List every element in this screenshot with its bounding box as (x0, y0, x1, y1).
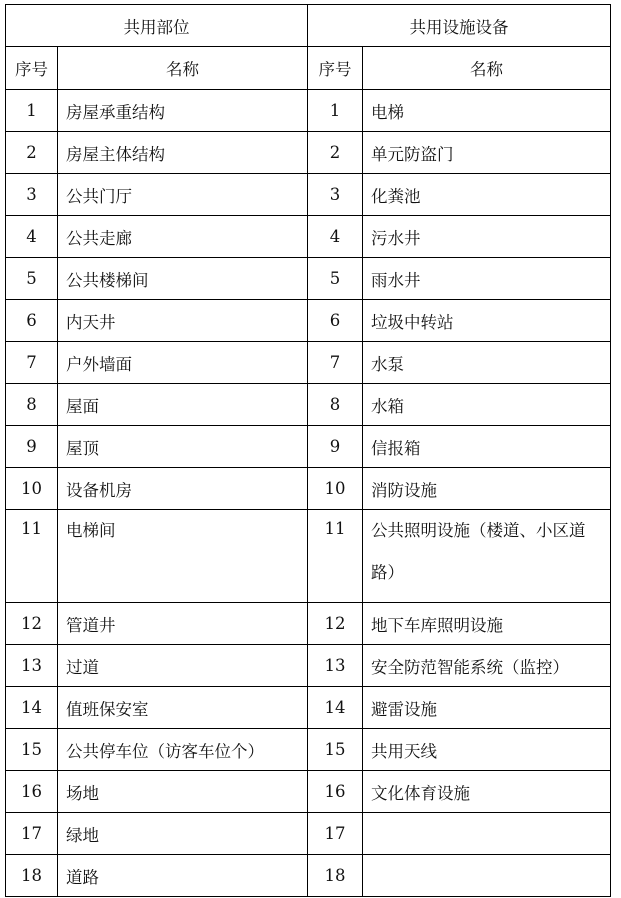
table-row (6, 384, 611, 426)
row-seq-left: 11 (6, 510, 58, 603)
group-header-shared-parts: 共用部位 (6, 5, 308, 47)
row-seq-left: 15 (6, 729, 58, 771)
table-row (6, 300, 611, 342)
row-seq-left: 10 (6, 468, 58, 510)
table-row (6, 216, 611, 258)
row-seq-left: 1 (6, 90, 58, 132)
row-name-left: 屋顶 (58, 426, 308, 468)
row-name-left: 电梯间 (58, 510, 308, 603)
row-name-left: 值班保安室 (58, 687, 308, 729)
row-name-left: 过道 (58, 645, 308, 687)
row-seq-right: 12 (308, 603, 363, 645)
row-name-left: 绿地 (58, 813, 308, 855)
facilities-table (5, 4, 611, 897)
row-name-left: 房屋承重结构 (58, 90, 308, 132)
table-row (6, 468, 611, 510)
row-seq-right: 14 (308, 687, 363, 729)
row-seq-left: 13 (6, 645, 58, 687)
row-name-right: 化粪池 (363, 174, 611, 216)
row-seq-right: 11 (308, 510, 363, 603)
column-header-name-right: 名称 (363, 47, 611, 90)
row-seq-left: 6 (6, 300, 58, 342)
row-seq-right: 13 (308, 645, 363, 687)
row-name-left: 公共走廊 (58, 216, 308, 258)
row-seq-right: 9 (308, 426, 363, 468)
row-seq-left: 8 (6, 384, 58, 426)
row-name-right: 避雷设施 (363, 687, 611, 729)
column-header-name-left: 名称 (58, 47, 308, 90)
row-name-right: 单元防盗门 (363, 132, 611, 174)
row-name-right: 共用天线 (363, 729, 611, 771)
table-body (6, 90, 611, 897)
row-seq-right: 18 (308, 855, 363, 897)
row-name-left: 场地 (58, 771, 308, 813)
row-seq-left: 7 (6, 342, 58, 384)
row-name-left: 道路 (58, 855, 308, 897)
table-row (6, 90, 611, 132)
row-seq-left: 17 (6, 813, 58, 855)
table-row (6, 603, 611, 645)
row-name-right (363, 855, 611, 897)
row-name-left: 内天井 (58, 300, 308, 342)
row-seq-left: 16 (6, 771, 58, 813)
row-name-left: 公共楼梯间 (58, 258, 308, 300)
row-seq-right: 2 (308, 132, 363, 174)
row-name-right: 雨水井 (363, 258, 611, 300)
row-seq-right: 5 (308, 258, 363, 300)
table-row (6, 687, 611, 729)
row-seq-left: 9 (6, 426, 58, 468)
table-row (6, 729, 611, 771)
table-row (6, 426, 611, 468)
row-name-left: 设备机房 (58, 468, 308, 510)
table-row (6, 174, 611, 216)
column-header-row (6, 47, 611, 90)
row-name-right (363, 813, 611, 855)
row-name-right: 地下车库照明设施 (363, 603, 611, 645)
row-seq-right: 1 (308, 90, 363, 132)
table-row (6, 813, 611, 855)
row-name-left: 公共门厅 (58, 174, 308, 216)
row-seq-left: 5 (6, 258, 58, 300)
row-name-right: 电梯 (363, 90, 611, 132)
table-row (6, 342, 611, 384)
row-name-left: 屋面 (58, 384, 308, 426)
group-header-shared-facilities: 共用设施设备 (308, 5, 611, 47)
row-name-right: 水泵 (363, 342, 611, 384)
row-name-left: 房屋主体结构 (58, 132, 308, 174)
table-row (6, 645, 611, 687)
row-name-right: 安全防范智能系统（监控） (363, 645, 611, 687)
row-name-right: 文化体育设施 (363, 771, 611, 813)
row-seq-right: 10 (308, 468, 363, 510)
group-header-row (6, 5, 611, 47)
row-seq-left: 2 (6, 132, 58, 174)
row-seq-left: 18 (6, 855, 58, 897)
row-seq-right: 15 (308, 729, 363, 771)
row-seq-left: 12 (6, 603, 58, 645)
row-seq-right: 17 (308, 813, 363, 855)
row-seq-right: 16 (308, 771, 363, 813)
row-name-right: 污水井 (363, 216, 611, 258)
table-row (6, 258, 611, 300)
table-row (6, 132, 611, 174)
row-name-left: 管道井 (58, 603, 308, 645)
row-seq-right: 6 (308, 300, 363, 342)
row-name-right: 消防设施 (363, 468, 611, 510)
row-name-right: 垃圾中转站 (363, 300, 611, 342)
column-header-seq-right: 序号 (308, 47, 363, 90)
row-seq-left: 3 (6, 174, 58, 216)
column-header-seq-left: 序号 (6, 47, 58, 90)
row-seq-right: 3 (308, 174, 363, 216)
row-seq-right: 8 (308, 384, 363, 426)
row-name-right: 信报箱 (363, 426, 611, 468)
table-row (6, 771, 611, 813)
row-seq-right: 7 (308, 342, 363, 384)
row-seq-right: 4 (308, 216, 363, 258)
row-name-right: 公共照明设施（楼道、小区道路） (363, 510, 611, 603)
table-row (6, 855, 611, 897)
row-seq-left: 14 (6, 687, 58, 729)
row-seq-left: 4 (6, 216, 58, 258)
row-name-left: 户外墙面 (58, 342, 308, 384)
row-name-left: 公共停车位（访客车位个） (58, 729, 308, 771)
table-row (6, 510, 611, 603)
row-name-right: 水箱 (363, 384, 611, 426)
